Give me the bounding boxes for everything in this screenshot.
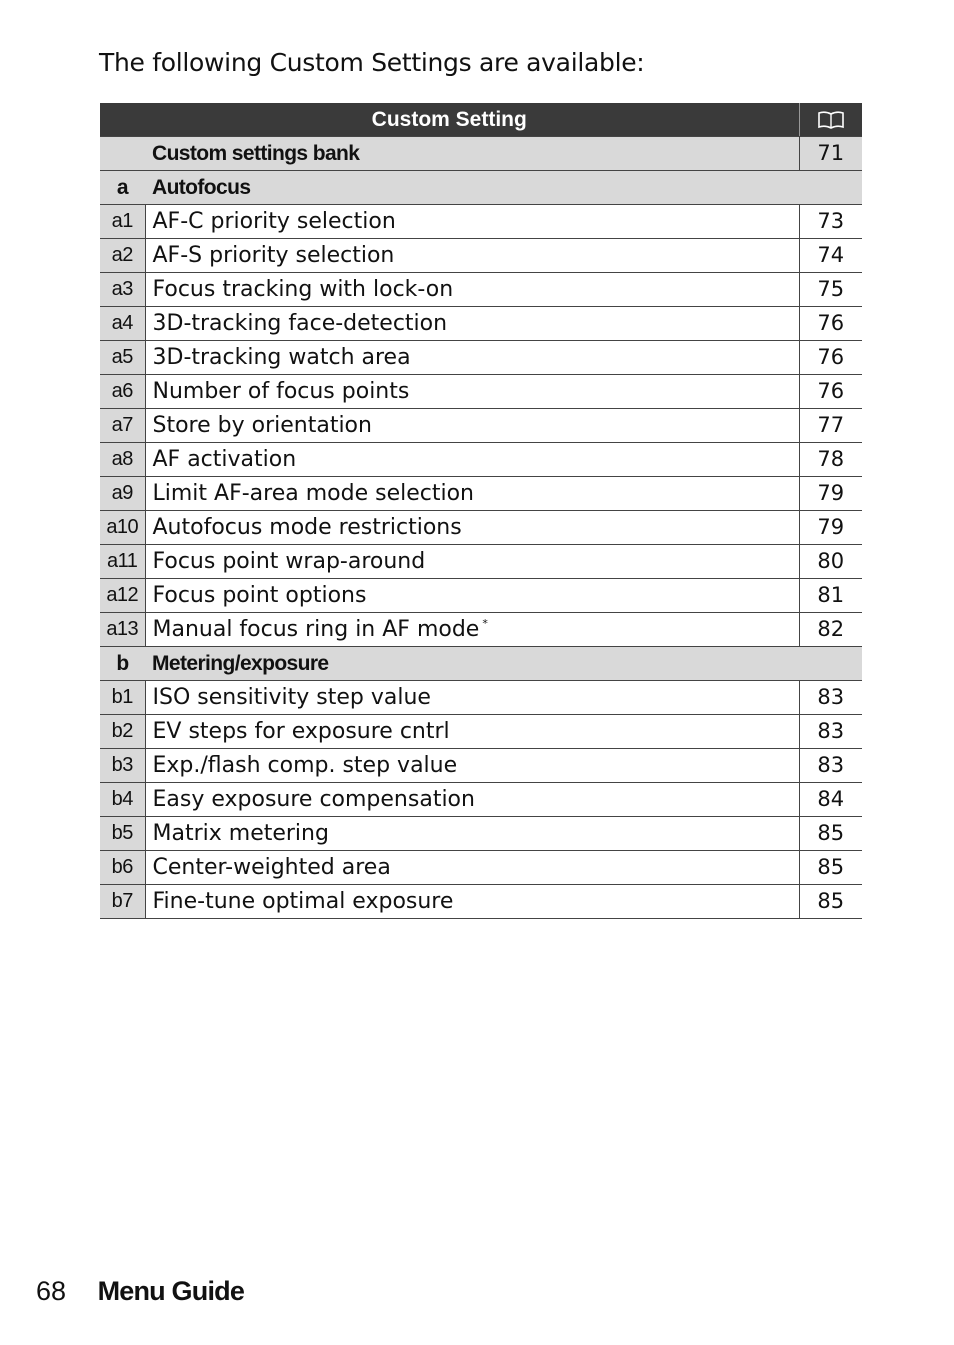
group-row xyxy=(100,171,862,205)
setting-name xyxy=(145,375,799,409)
setting-page: 75 xyxy=(799,273,862,307)
setting-name-text: Number of focus points xyxy=(152,379,410,404)
table-row xyxy=(100,851,862,885)
setting-page: 84 xyxy=(799,783,862,817)
setting-name xyxy=(145,715,799,749)
setting-name xyxy=(145,409,799,443)
setting-code: b4 xyxy=(100,783,145,817)
setting-name-text: Matrix metering xyxy=(152,821,329,846)
table-row xyxy=(100,307,862,341)
table-row xyxy=(100,817,862,851)
table-row xyxy=(100,443,862,477)
setting-code: a13 xyxy=(100,613,145,647)
bank-code xyxy=(100,137,145,171)
setting-name xyxy=(145,579,799,613)
page-number: 68 xyxy=(36,1276,67,1306)
setting-name xyxy=(145,817,799,851)
setting-name xyxy=(145,545,799,579)
setting-name-text: 3D-tracking face-detection xyxy=(152,311,448,336)
group-code: b xyxy=(100,647,145,681)
setting-page: 74 xyxy=(799,239,862,273)
setting-code: a5 xyxy=(100,341,145,375)
setting-name-text: Autofocus mode restrictions xyxy=(152,515,462,540)
setting-page: 85 xyxy=(799,851,862,885)
setting-code: b7 xyxy=(100,885,145,919)
book-icon xyxy=(817,110,845,130)
setting-page: 83 xyxy=(799,715,862,749)
setting-name-text: Fine-tune optimal exposure xyxy=(152,889,454,914)
setting-page: 73 xyxy=(799,205,862,239)
section-title: Menu Guide xyxy=(97,1276,245,1306)
setting-name-text: 3D-tracking watch area xyxy=(152,345,411,370)
setting-code: a7 xyxy=(100,409,145,443)
table-row xyxy=(100,341,862,375)
table-row xyxy=(100,239,862,273)
page-footer xyxy=(36,1276,244,1307)
setting-name xyxy=(145,885,799,919)
setting-page: 83 xyxy=(799,681,862,715)
setting-code: a8 xyxy=(100,443,145,477)
setting-code: a11 xyxy=(100,545,145,579)
setting-page: 83 xyxy=(799,749,862,783)
setting-code: b1 xyxy=(100,681,145,715)
setting-code: a6 xyxy=(100,375,145,409)
footnote-marker: * xyxy=(482,617,488,630)
table-row xyxy=(100,477,862,511)
setting-name xyxy=(145,443,799,477)
table-row xyxy=(100,511,862,545)
setting-code: b2 xyxy=(100,715,145,749)
table-row xyxy=(100,715,862,749)
header-custom-setting: Custom Setting xyxy=(100,103,799,137)
setting-code: a2 xyxy=(100,239,145,273)
setting-name-text: ISO sensitivity step value xyxy=(152,685,431,710)
table-row xyxy=(100,681,862,715)
setting-page: 76 xyxy=(799,307,862,341)
setting-name-text: Focus point options xyxy=(152,583,367,608)
header-page-ref xyxy=(799,103,862,137)
setting-name xyxy=(145,341,799,375)
setting-name-text: Limit AF-area mode selection xyxy=(152,481,474,506)
custom-settings-table xyxy=(100,103,862,919)
group-code: a xyxy=(100,171,145,205)
setting-name-text: AF activation xyxy=(152,447,297,472)
setting-code: a3 xyxy=(100,273,145,307)
setting-name xyxy=(145,851,799,885)
setting-name-text: Focus tracking with lock-on xyxy=(152,277,454,302)
setting-code: b5 xyxy=(100,817,145,851)
setting-name-text: Exp./flash comp. step value xyxy=(152,753,458,778)
setting-page: 82 xyxy=(799,613,862,647)
table-row xyxy=(100,885,862,919)
table-row xyxy=(100,579,862,613)
setting-page: 81 xyxy=(799,579,862,613)
setting-page: 76 xyxy=(799,375,862,409)
table-row xyxy=(100,409,862,443)
setting-page: 78 xyxy=(799,443,862,477)
table-row xyxy=(100,749,862,783)
table-row xyxy=(100,613,862,647)
setting-page: 77 xyxy=(799,409,862,443)
setting-code: a12 xyxy=(100,579,145,613)
setting-name xyxy=(145,239,799,273)
setting-name xyxy=(145,205,799,239)
setting-name xyxy=(145,273,799,307)
setting-name xyxy=(145,307,799,341)
table-row xyxy=(100,205,862,239)
setting-name-text: Manual focus ring in AF mode xyxy=(152,617,480,642)
setting-name-text: AF-C priority selection xyxy=(152,209,396,234)
setting-name xyxy=(145,511,799,545)
setting-page: 79 xyxy=(799,511,862,545)
setting-name xyxy=(145,681,799,715)
setting-name-text: Focus point wrap-around xyxy=(152,549,426,574)
setting-page: 85 xyxy=(799,885,862,919)
bank-row xyxy=(100,137,862,171)
table-row xyxy=(100,545,862,579)
setting-code: b6 xyxy=(100,851,145,885)
setting-name xyxy=(145,477,799,511)
bank-page: 71 xyxy=(799,137,862,171)
setting-name xyxy=(145,783,799,817)
setting-code: a9 xyxy=(100,477,145,511)
table-row xyxy=(100,783,862,817)
setting-name xyxy=(145,749,799,783)
setting-name-text: AF-S priority selection xyxy=(152,243,395,268)
intro-text: The following Custom Settings are available: xyxy=(99,48,645,77)
table-row xyxy=(100,375,862,409)
group-row xyxy=(100,647,862,681)
setting-page: 79 xyxy=(799,477,862,511)
setting-name-text: Store by orientation xyxy=(152,413,372,438)
group-name: Autofocus xyxy=(145,171,862,205)
setting-code: a10 xyxy=(100,511,145,545)
setting-page: 80 xyxy=(799,545,862,579)
setting-page: 85 xyxy=(799,817,862,851)
table-row xyxy=(100,273,862,307)
setting-name-text: Easy exposure compensation xyxy=(152,787,475,812)
setting-name-text: EV steps for exposure cntrl xyxy=(152,719,450,744)
bank-name: Custom settings bank xyxy=(145,137,799,171)
setting-code: a4 xyxy=(100,307,145,341)
setting-page: 76 xyxy=(799,341,862,375)
group-name: Metering/exposure xyxy=(145,647,862,681)
setting-name-text: Center-weighted area xyxy=(152,855,391,880)
setting-name xyxy=(145,613,799,647)
setting-code: a1 xyxy=(100,205,145,239)
setting-code: b3 xyxy=(100,749,145,783)
table-header-row xyxy=(100,103,862,137)
